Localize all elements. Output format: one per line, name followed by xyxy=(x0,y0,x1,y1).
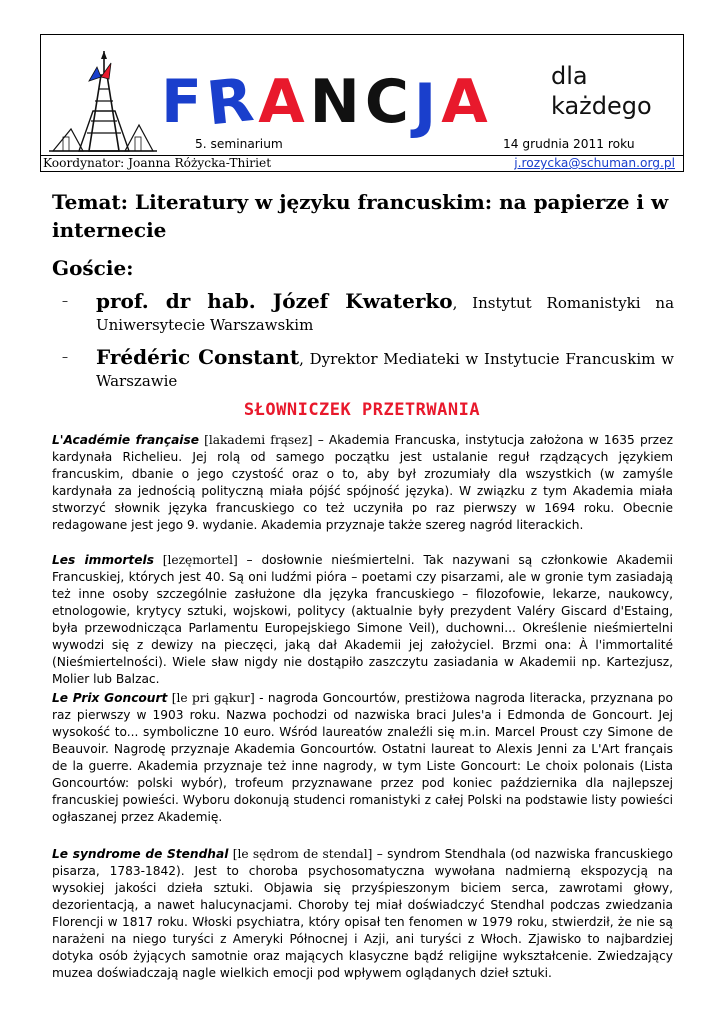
seminar-date: 14 grudnia 2011 roku xyxy=(503,137,635,151)
tagline-line-1: dla xyxy=(551,62,588,90)
tagline xyxy=(551,61,681,121)
seminar-row xyxy=(41,137,683,153)
entry-pronunciation: [lezęmortel] xyxy=(153,553,238,567)
glossary-entry xyxy=(52,846,673,982)
entry-term: L'Académie française xyxy=(52,433,199,447)
entry-term: Le Prix Goncourt xyxy=(52,691,168,705)
guest-name: Frédéric Constant xyxy=(96,345,300,369)
glossary-entry xyxy=(52,432,673,534)
brand-letter: J xyxy=(413,71,442,141)
coordinator-row xyxy=(41,155,683,172)
entry-pronunciation: [le pri gąkur] xyxy=(167,691,255,705)
guest-name: prof. dr hab. Józef Kwaterko xyxy=(96,289,453,313)
brand-letter: N xyxy=(309,67,365,137)
guest-affiliation: , Instytut Romanistyki na Uniwersytecie Warszawskim xyxy=(96,294,675,334)
newsletter-header xyxy=(40,34,684,172)
topic-heading: Temat: Literatury w języku francuskim: na papierze i w internecie xyxy=(52,190,669,242)
entry-body: – Akademia Francuska, instytucja założona w 1635 przez kardynała Richelieu. Jej rolą od samego początku jest ustalanie reguł rządzących językiem francuskim, dbanie o jego czystość oraz o to, aby był zrozumiały dla wszystkich (w zamyśle kardynała za jednością polityczną miała pójść spójność języka). W związku z tym Akademia miała stworzyć słownik języka francuskiego co też uczyniła po raz pierwszy w 1694 roku. Obecnie redagowane jest jego 9. wydanie. Akademia przyznaje także szereg nagród literackich. xyxy=(52,433,673,532)
entry-body: – syndrom Stendhala (od nazwiska francuskiego pisarza, 1783-1842). Jest to choroba psychosomatyczna wywołana nadmierną ekspozycją na wysokiej jakości dzieła sztuki. Objawia się przyśpieszonym biciem serca, zawrotami głowy, dezorientacją, a nawet halucynacjami. Choroby tej miał doświadczyć Stendhal podczas zwiedzania Florencji w 1817 roku. Włoski psychiatra, który opisał ten fenomen w 1979 roku, stwierdził, że nie są narażeni na niego turyści z Ameryki Północnej i Azji, ani turyści z Włoch. Zjawisko to najbardziej dotyka osób żyjących samotnie oraz mających klasyczne bądź religijne wykształcenie. Zwiedzający muzea doświadczają nagle wielkich emocji pod wpływem oglądanych dzieł sztuki. xyxy=(52,847,673,980)
brand-letter: R xyxy=(203,64,262,140)
guests-heading: Goście: xyxy=(52,256,134,280)
brand-letter: F xyxy=(161,67,207,137)
guest-item xyxy=(62,290,674,336)
guest-item xyxy=(62,346,674,392)
entry-body: - nagroda Goncourtów, prestiżowa nagroda literacka, przyznana po raz pierwszy w 1903 roku. Nazwa pochodzi od nazwiska braci Jules'a i Edmonda de Goncourt. Jej wysokość to... symboliczne 10 euro. Wśród laureatów znaleźli się m.in. Marcel Proust czy Simone de Beauvoir. Nagrodę przyznaje Akademia Goncourtów. Ostatni laureat to Alexis Jenni za L'Art français de la guerre. Akademia przyznaje też inne nagrody, w tym Liste Goncourt: Le choix polonais (Lista Goncourtów: polski wybór), trofeum przyznawane przez pod koniec października dla najlepszej francuskiej powieści. Wyboru dokonują studenci romanistyki z całej Polski na podstawie listy powieści ogłaszanej przez Akademię. xyxy=(52,691,673,824)
list-dash: – xyxy=(62,350,68,364)
coordinator-email-link[interactable]: j.rozycka@schuman.org.pl xyxy=(514,156,675,170)
brand-title xyxy=(161,64,493,141)
brand-letter: A xyxy=(441,67,493,137)
entry-term: Le syndrome de Stendhal xyxy=(52,847,229,861)
list-dash: – xyxy=(62,294,68,308)
seminar-number: 5. seminarium xyxy=(195,137,283,151)
tagline-line-2: każdego xyxy=(551,92,652,120)
glossary-entry xyxy=(52,552,673,688)
entry-pronunciation: [lakademi frąsez] xyxy=(199,433,313,447)
glossary-entry xyxy=(52,690,673,826)
brand-letter: C xyxy=(364,67,414,137)
entry-term: Les immortels xyxy=(52,553,154,567)
entry-body: – dosłownie nieśmiertelni. Tak nazywani są członkowie Akademii Francuskiej, których jest 40. Są oni ludźmi pióra – poetami czy pisarzami, ale w gronie tym zasiadają też inne osoby szczególnie zasłużone dla języka francuskiego – filozofowie, lekarze, naukowcy, etnologowie, krytycy sztuki, wojskowi, politycy (aktualnie były prezydent Valéry Giscard d'Estaing, była przewodnicząca Parlamentu Europejskiego Simone Veil), duchowni... Określenie nieśmiertelni wywodzi się z dewizy na pieczęci, jaką dał Akademii jej założyciel. Brzmi ona: À l'immortalité (Nieśmiertelności). Wiele sław nigdy nie dostąpiło zaszczytu zasiadania w Akademii np. Kartezjusz, Molier lub Balzac. xyxy=(52,553,674,686)
brand-letter: A xyxy=(258,67,310,137)
glossary-title: SŁOWNICZEK PRZETRWANIA xyxy=(243,400,481,420)
entry-pronunciation: [le sędrom de stendal] xyxy=(228,847,373,861)
coordinator: Koordynator: Joanna Różycka-Thiriet xyxy=(43,156,272,170)
guest-affiliation: , Dyrektor Mediateki w Instytucie Francuskim w Warszawie xyxy=(96,350,674,390)
